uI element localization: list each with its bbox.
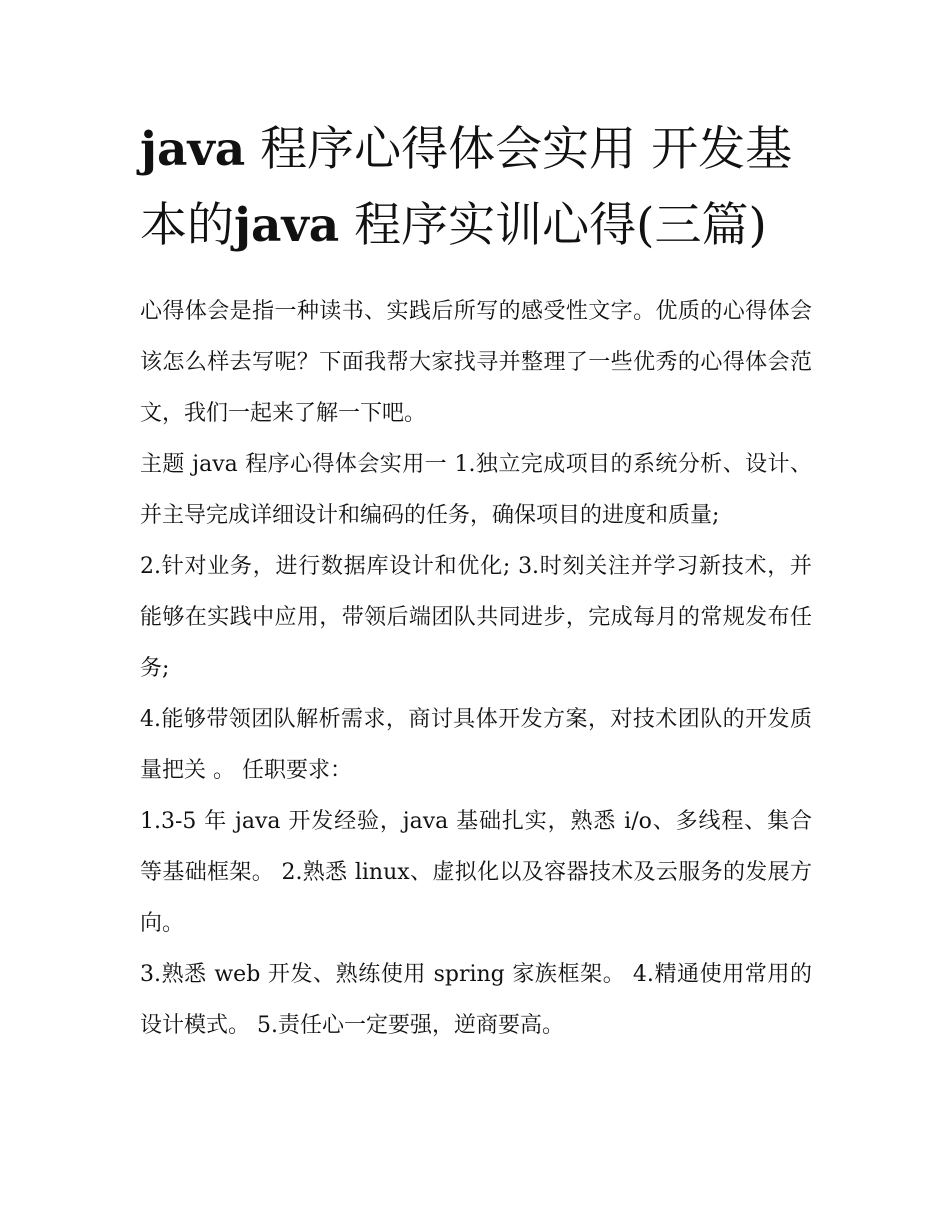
paragraph-duty-4: 4.能够带领团队解析需求，商讨具体开发方案，对技术团队的开发质量把关 。 任职要求： <box>140 707 812 783</box>
paragraph-requirement-1-2: 1.3-5 年 java 开发经验，java 基础扎实，熟悉 i/o、多线程、集合等基础框架。 2.熟悉 linux、虚拟化以及容器技术及云服务的发展方向。 <box>140 809 812 936</box>
paragraph-intro: 心得体会是指一种读书、实践后所写的感受性文字。优质的心得体会该怎么样去写呢？下面我帮大家找寻并整理了一些优秀的心得体会范文，我们一起来了解一下吧。 <box>140 299 812 426</box>
paragraph-duty-2-3: 2.针对业务，进行数据库设计和优化; 3.时刻关注并学习新技术，并能够在实践中应用，带领后端团队共同进步，完成每月的常规发布任务; <box>140 554 812 681</box>
paragraph-duty-1: 主题 java 程序心得体会实用一 1.独立完成项目的系统分析、设计、并主导完成详细设计和编码的任务，确保项目的进度和质量; <box>140 452 812 528</box>
paragraph-requirement-3-5: 3.熟悉 web 开发、熟练使用 spring 家族框架。 4.精通使用常用的设计模式。 5.责任心一定要强，逆商要高。 <box>140 962 812 1038</box>
document-title <box>140 112 812 264</box>
title-part-java-2: java <box>234 198 340 253</box>
title-part-text-2: 程序实训心得(三篇) <box>339 198 767 253</box>
document-page <box>140 112 812 1051</box>
title-part-text-1: 程序心得体会实用 开发基本的 <box>140 122 793 253</box>
title-part-java-1: java <box>140 122 246 177</box>
